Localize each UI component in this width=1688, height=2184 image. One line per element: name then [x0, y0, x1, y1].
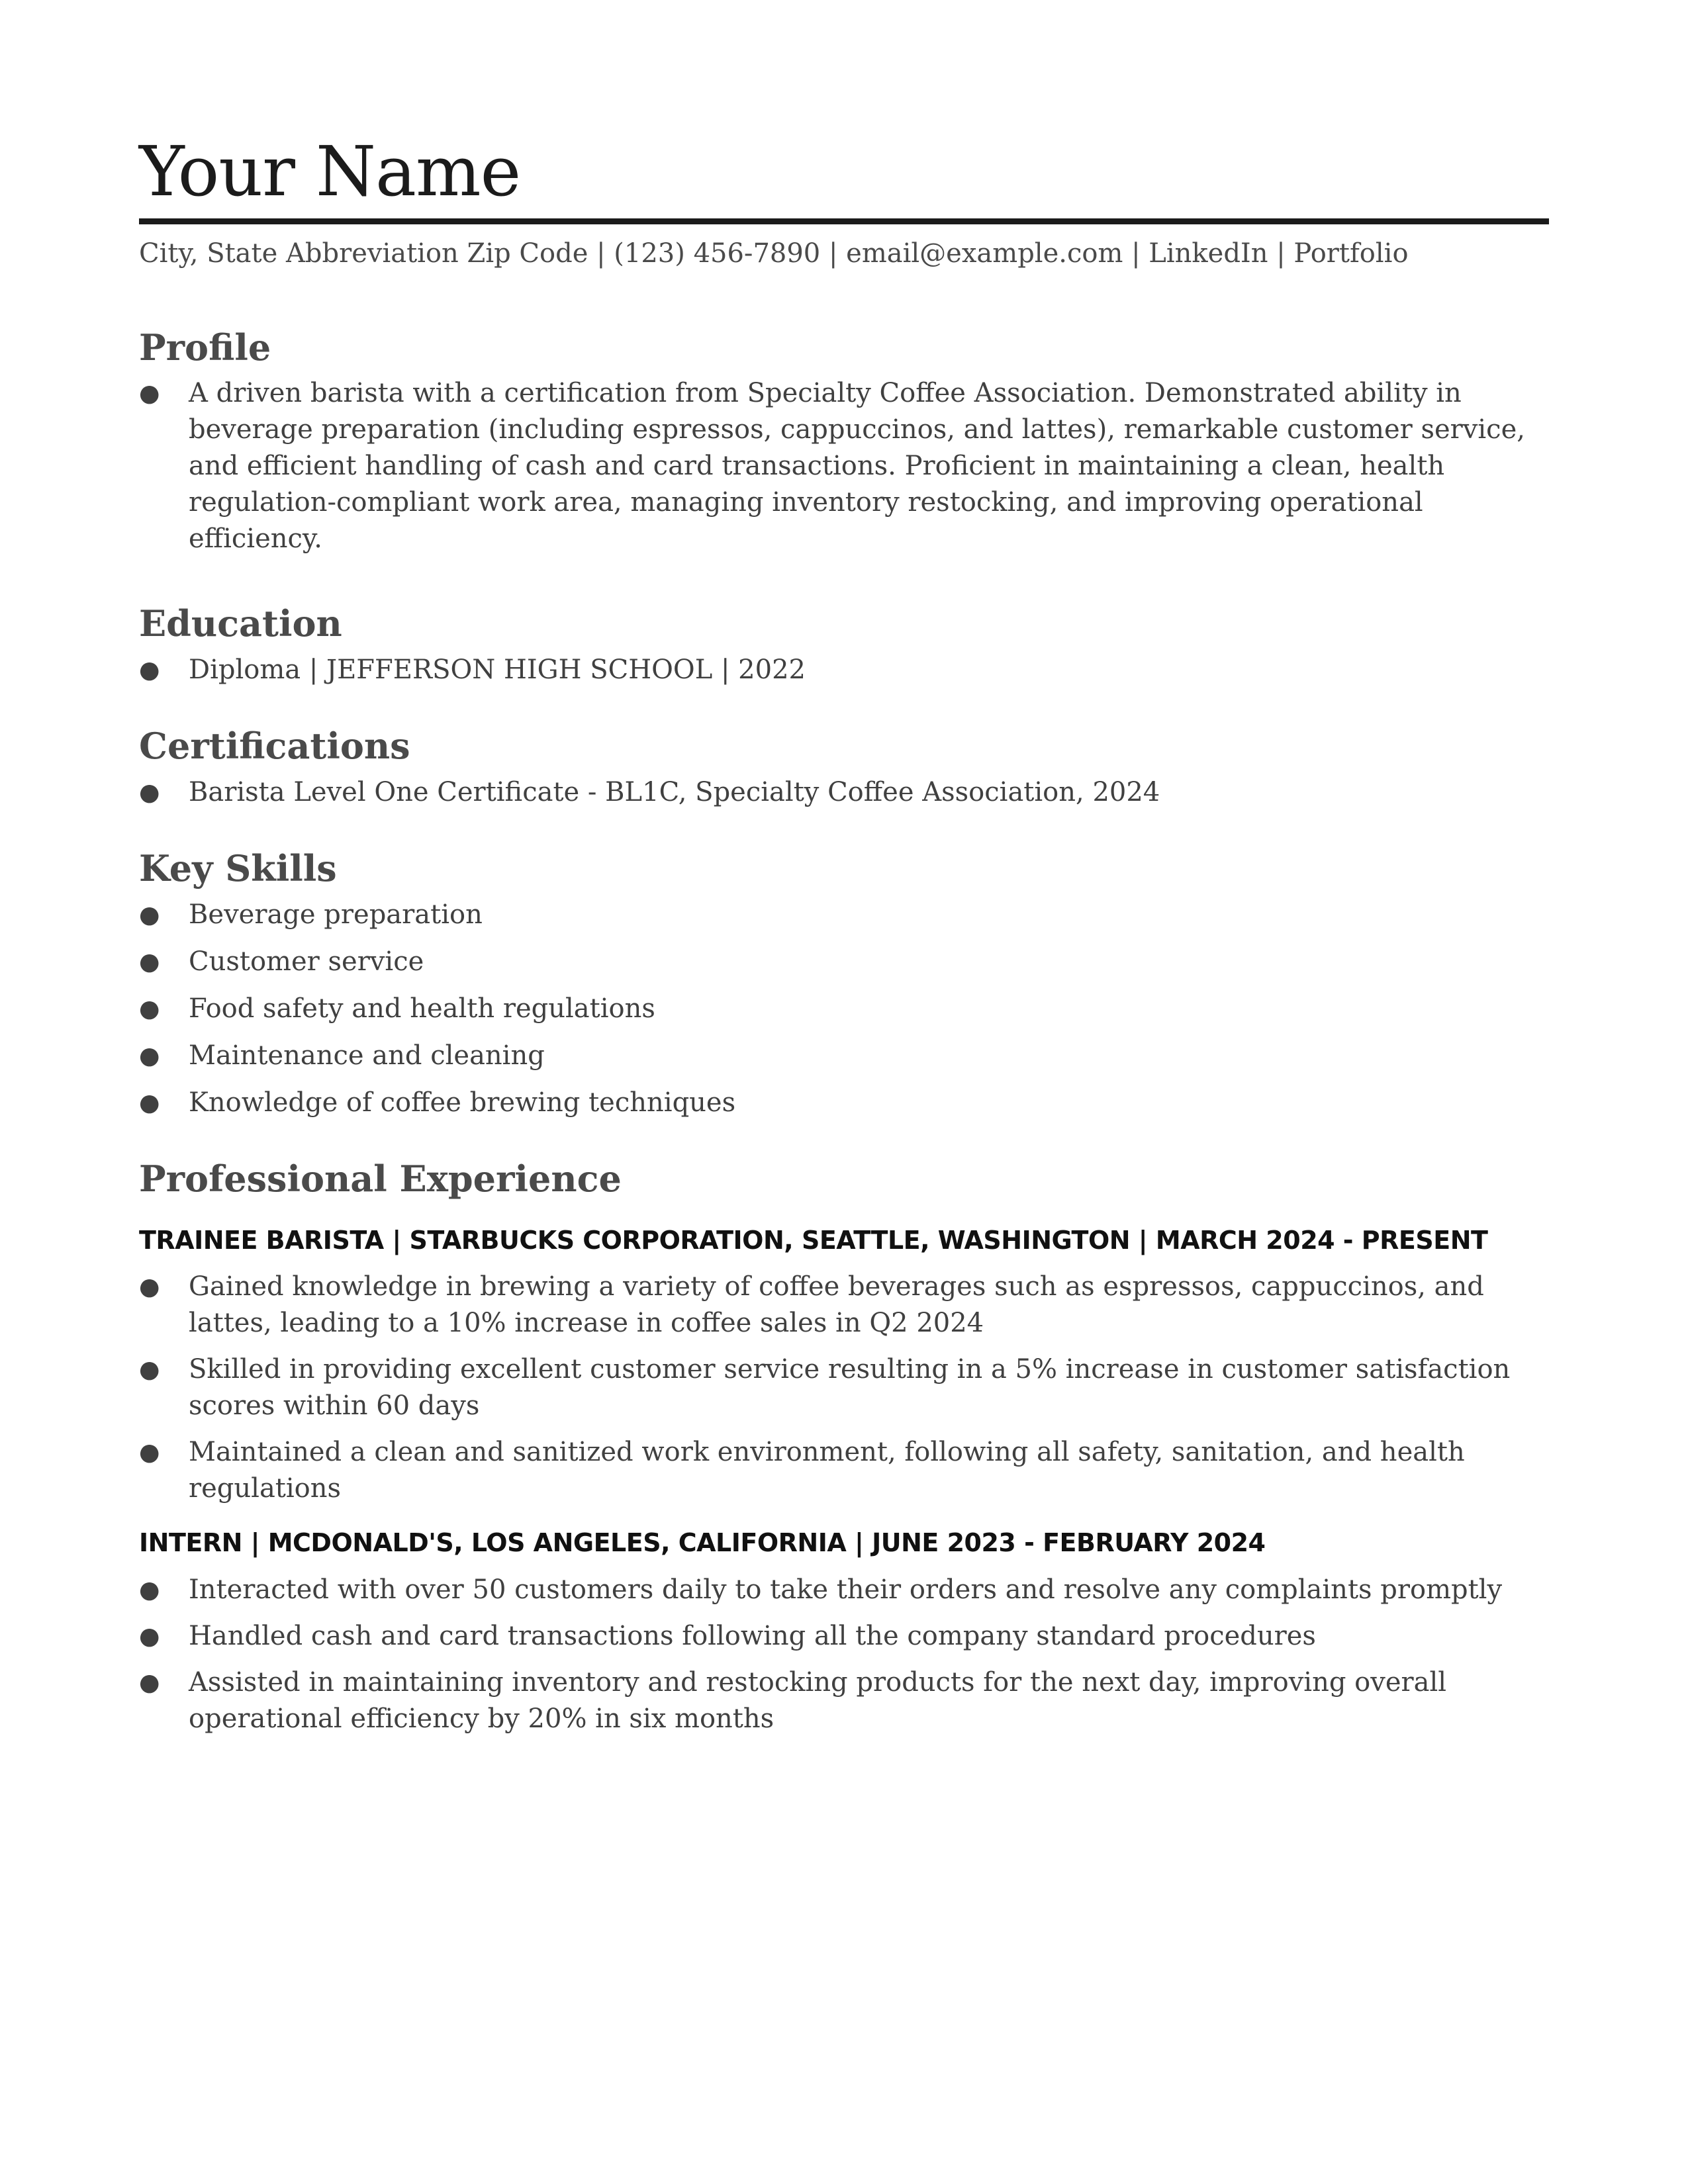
job-bullet: ● Gained knowledge in brewing a variety of coffee beverages such as espressos, cappuccinos, and lattes, leading to a 10% increase in coffee sales in Q2 2024 — [139, 1269, 1549, 1342]
skill-item: ● Knowledge of coffee brewing techniques — [139, 1085, 1549, 1121]
resume-page — [139, 132, 1549, 1747]
skill-item: ● Beverage preparation — [139, 897, 1549, 933]
experience-section — [139, 1158, 1549, 1737]
section-title-certifications: Certifications — [139, 725, 410, 768]
bullet-icon: ● — [139, 657, 160, 684]
job-bullet: ● Assisted in maintaining inventory and restocking products for the next day, improving overall operational efficiency by 20% in six months — [139, 1664, 1549, 1737]
section-title-education: Education — [139, 602, 342, 645]
bullet-icon: ● — [139, 901, 160, 929]
education-section — [139, 602, 1549, 688]
bullet-icon: ● — [139, 1439, 160, 1467]
skill-item: ● Maintenance and cleaning — [139, 1038, 1549, 1074]
job-heading: INTERN | MCDONALD'S, LOS ANGELES, CALIFORNIA | JUNE 2023 - FEBRUARY 2024 — [139, 1528, 1266, 1558]
education-item: ● Diploma | JEFFERSON HIGH SCHOOL | 2022 — [139, 652, 1549, 688]
bullet-icon: ● — [139, 1273, 160, 1301]
bullet-icon: ● — [139, 948, 160, 976]
skill-item: ● Customer service — [139, 944, 1549, 980]
header-rule — [139, 218, 1549, 224]
skill-item: ● Food safety and health regulations — [139, 991, 1549, 1027]
job-bullet: ● Maintained a clean and sanitized work environment, following all safety, sanitation, and health regulations — [139, 1434, 1549, 1507]
section-title-profile: Profile — [139, 326, 271, 369]
job-heading: TRAINEE BARISTA | STARBUCKS CORPORATION, SEATTLE, WASHINGTON | MARCH 2024 - PRESENT — [139, 1225, 1488, 1255]
bullet-icon: ● — [139, 995, 160, 1023]
certification-item: ● Barista Level One Certificate - BL1C, Specialty Coffee Association, 2024 — [139, 774, 1549, 811]
bullet-icon: ● — [139, 1042, 160, 1069]
bullet-icon: ● — [139, 1576, 160, 1604]
bullet-icon: ● — [139, 380, 160, 408]
job-bullet: ● Handled cash and card transactions following all the company standard procedures — [139, 1618, 1549, 1655]
job-bullet: ● Skilled in providing excellent customer service resulting in a 5% increase in customer satisfaction scores within 60 days — [139, 1351, 1549, 1424]
certifications-section — [139, 725, 1549, 811]
bullet-icon: ● — [139, 1089, 160, 1116]
section-title-experience: Professional Experience — [139, 1157, 622, 1200]
section-title-skills: Key Skills — [139, 846, 337, 889]
bullet-icon: ● — [139, 1622, 160, 1650]
profile-section — [139, 326, 1549, 558]
skills-section — [139, 847, 1549, 1121]
contact-line: City, State Abbreviation Zip Code | (123) 456-7890 | email@example.com | LinkedIn | Portfolio — [139, 238, 1409, 269]
resume-name: Your Name — [139, 131, 521, 212]
bullet-icon: ● — [139, 778, 160, 806]
bullet-icon: ● — [139, 1668, 160, 1696]
bullet-icon: ● — [139, 1356, 160, 1384]
profile-item: ● A driven barista with a certification from Specialty Coffee Association. Demonstrated ability in beverage preparation (including espressos, cappuccinos, and lattes), remarkable customer service, and efficient handling of cash and card transactions. Proficient in maintaining a clean, health regulation-compliant work area, managing inventory restocking, and improving operational efficiency. — [139, 375, 1549, 557]
job-bullet: ● Interacted with over 50 customers daily to take their orders and resolve any complaints promptly — [139, 1572, 1549, 1608]
